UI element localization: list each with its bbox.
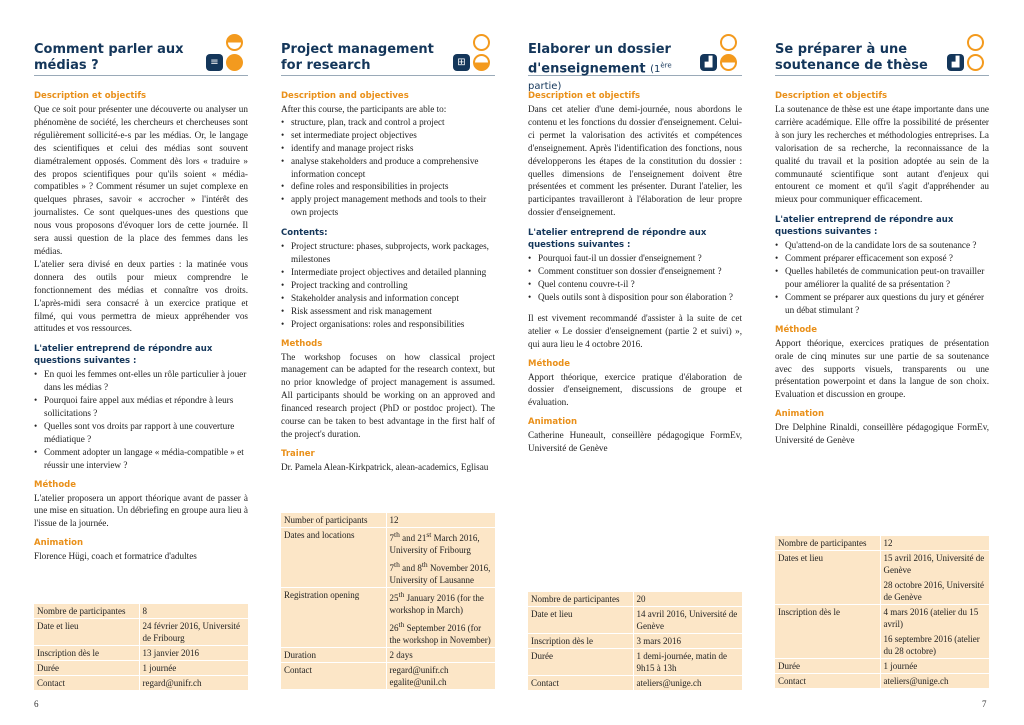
contact-email[interactable]: regard@unifr.ch [389,665,449,675]
list-item: • Pourquoi faire appel aux médias et répondre à leurs sollicitations ? [34,394,248,420]
contact-email[interactable]: ateliers@unige.ch [633,676,742,691]
question-list [775,239,989,316]
staircase-icon: ▟ [700,54,717,71]
empty-circle-icon [720,34,737,51]
list-item: • Intermediate project objectives and detailed planning [281,266,495,279]
subheading: Méthode [34,479,77,490]
list-item: • Comment se préparer aux questions du jury et générer un débat stimulant ? [775,291,989,317]
table-row: Durée 1 demi-journée, matin de 9h15 à 13h [528,649,742,676]
table-row: Dates and locations 7th and 21st March 2016, University of Fribourg 7th and 8th November 2016, University of Lausanne [281,528,495,588]
subheading: Animation [775,409,825,420]
subheading: Description et objectifs [528,91,641,101]
contact-email[interactable]: egalite@unil.ch [389,677,447,687]
list-item: • set intermediate project objectives [281,129,495,142]
staircase-icon: ▟ [947,54,964,71]
subheading: Animation [528,417,578,428]
category-icons [698,34,742,74]
subheading: Méthode [775,324,818,335]
paragraph: Que ce soit pour présenter une découverte ou analyser un phénomène de société, les chercheurs et chercheuses sont régulièrement sollicité-e-s par les médias. Or, le langage des scientifiques et celui des médias sont souvent diamétralement opposés. Comment dès lors « traduire » des propos scientifiques pour qu'ils soient « média-compatibles » ? Comment résumer un sujet complexe en quelques phrases, savoir « accrocher » l'intérêt des journalistes. Ce sont quelques-unes des questions que nous vous proposons d'évoquer lors de cette journée. Il sera aussi question de la place des femmes dans les médias. [34,104,248,256]
subheading: L'atelier entreprend de répondre aux questions suivantes : [34,344,213,367]
list-item: • analyse stakeholders and produce a comprehensive information concept [281,155,495,181]
list-item: • Project structure: phases, subprojects, work packages, milestones [281,240,495,266]
paragraph: Catherine Huneault, conseillère pédagogique FormEv, Université de Genève [528,430,742,454]
table-row: Contact regard@unifr.ch egalite@unil.ch [281,663,495,690]
list-item: • Qu'attend-on de la candidate lors de sa soutenance ? [775,239,989,252]
paragraph: Dr. Pamela Alean-Kirkpatrick, alean-academics, Eglisau [281,461,489,472]
table-row: Durée 1 journée [34,661,248,676]
subheading: Contents: [281,228,328,239]
objective-list [281,116,495,219]
subheading: L'atelier entreprend de répondre aux questions suivantes : [528,228,707,251]
paragraph: L'atelier proposera un apport théorique avant de passer à une mise en situation. Un débriefing en groupe aura lieu à l'issue de la journée. [34,492,248,529]
category-icons [451,34,495,74]
paragraph: Apport théorique, exercices pratiques de présentation orale de cinq minutes sur une partie de sa soutenance avec des supports visuels, transparents ou une présentation powerpoint et dans la langue de son choix. Evaluation et discussion en groupe. [775,337,989,400]
paragraph: Florence Hügi, coach et formatrice d'adultes [34,551,197,562]
subheading: Description et objectifs [34,91,147,101]
list-item: • Project organisations: roles and responsibilities [281,318,495,331]
subheading: Méthode [528,358,571,369]
info-table [775,536,989,689]
table-row: Date et lieu 24 février 2016, Université de Fribourg [34,619,248,646]
subheading: Animation [34,538,84,549]
list-item: • Comment constituer son dossier d'enseignement ? [528,265,742,278]
speech-bubble-icon: ≡ [206,54,223,71]
list-item: • apply project management methods and tools to their own projects [281,193,495,219]
list-item: • Risk assessment and risk management [281,305,495,318]
table-row: Date et lieu 14 avril 2016, Université de Genève [528,607,742,634]
info-table [34,604,248,691]
half-circle-icon [473,54,490,71]
paragraph: L'atelier sera divisé en deux parties : la matinée vous donnera des outils pour mieux comprendre le fonctionnement des médias et connaître vos droits. L'après-midi sera consacré à un exercice pratique et filmé, qui vous permettra de mieux appréhender vos attitudes et vos ressources. [34,258,248,334]
subheading: Trainer [281,448,315,459]
paragraph: After this course, the participants are able to: [281,104,447,114]
table-row: Inscription dès le 3 mars 2016 [528,634,742,649]
question-list [34,368,248,471]
section-title: Comment parler aux médias ? [34,42,184,73]
table-row: Registration opening 25th January 2016 (for the workshop in March) 26th September 2016 (for the workshop in November) [281,588,495,648]
contents-list [281,240,495,330]
section-title: Se préparer à une soutenance de thèse [775,42,928,73]
list-item: • Quelles habiletés de communication peut-on travailler pour améliorer la qualité de sa présentation ? [775,265,989,291]
table-row: Number of participants 12 [281,513,495,528]
list-item: • Quels outils sont à disposition pour son élaboration ? [528,291,742,304]
list-item: • Comment préparer efficacement son exposé ? [775,252,989,265]
table-row: Contact regard@unifr.ch [34,676,248,691]
subheading: Methods [281,338,323,349]
paragraph: Il est vivement recommandé d'assister à la suite de cet atelier « Le dossier d'enseignement (partie 2 et suivi) », qui aura lieu le 4 octobre 2016. [528,312,742,349]
table-row: Nombre de participantes 8 [34,604,248,619]
list-item: • En quoi les femmes ont-elles un rôle particulier à jouer dans les médias ? [34,368,248,394]
paragraph: Apport théorique, exercice pratique d'élaboration de dossier d'enseignement, discussions de groupe et évaluation. [528,371,742,408]
paragraph: The workshop focuses on how classical project management can be adapted for the research context, but no prior knowledge of project management is assumed. All participants should be working on an approved and financed research project (PhD or postdoc project). The course can be taken to best advantage in the first half of the project's duration. [281,351,495,439]
empty-circle-icon [967,54,984,71]
table-row: Durée 1 journée [775,659,989,674]
info-table [281,513,495,690]
page-number-right: 7 [982,699,987,709]
list-item: • define roles and responsibilities in projects [281,180,495,193]
list-item: • Comment adopter un langage « média-compatible » et réussir une interview ? [34,446,248,472]
section-header [775,34,989,76]
paragraph: Dre Delphine Rinaldi, conseillère pédagogique FormEv, Université de Genève [775,422,989,446]
column-thesis-defense [775,34,989,714]
category-icons [945,34,989,74]
column-project-management [281,34,495,714]
subheading: L'atelier entreprend de répondre aux questions suivantes : [775,215,954,238]
info-table [528,592,742,691]
table-row: Contact ateliers@unige.ch [775,674,989,689]
subheading: Description and objectives [281,91,409,101]
table-row: Nombre de participantes 20 [528,592,742,607]
section-header [281,34,495,76]
filled-circle-icon [226,54,243,71]
contact-email[interactable]: ateliers@unige.ch [880,674,989,689]
empty-circle-icon [473,34,490,51]
list-item: • structure, plan, track and control a project [281,116,495,129]
list-item: • Quelles sont vos droits par rapport à une couverture médiatique ? [34,420,248,446]
half-circle-icon [226,34,243,51]
subheading: Description et objectifs [775,91,888,101]
list-item: • Project tracking and controlling [281,279,495,292]
list-item: • Quel contenu couvre-t-il ? [528,278,742,291]
paragraph: La soutenance de thèse est une étape importante dans une carrière académique. Elle offre la possibilité de présenter à son jury les recherches et méthodologies entreprises. La valorisation de sa recherche, la reconnaissance de la qualité du travail et la position adoptée au sein de la communauté scientifique sont autant d'enjeux qui entourent ce moment et qu'il s'agit d'appréhender au mieux pour communiquer efficacement. [775,104,989,205]
half-circle-icon [720,54,737,71]
contact-email[interactable]: regard@unifr.ch [139,676,248,691]
table-row: Dates et lieu 15 avril 2016, Université de Genève 28 octobre 2016, Université de Genève [775,551,989,605]
paragraph: Dans cet atelier d'une demi-journée, nous abordons le contenu et les fonctions du dossier d'enseignement. Celui-ci permet la valorisation des activités et compétences d'enseignement. Après l'identification des fonctions, nous développerons les étapes de la constitution du dossier : quelles dimensions de l'enseignement doivent être présentées et comment les présenter. Durant l'atelier, les participantes travailleront à l'élaboration de leur propre dossier d'enseignement. [528,104,742,218]
empty-circle-icon [967,34,984,51]
table-row: Nombre de participantes 12 [775,536,989,551]
column-teaching-dossier [528,34,742,714]
table-row: Duration 2 days [281,648,495,663]
section-header [34,34,248,76]
question-list [528,252,742,304]
section-title: Elaborer un dossier d'enseignement (1ère partie) [528,42,672,93]
column-media [34,34,248,714]
page-number-left: 6 [34,699,39,709]
section-title: Project management for research [281,42,434,73]
category-icons [204,34,248,74]
table-row: Inscription dès le 13 janvier 2016 [34,646,248,661]
table-row: Inscription dès le 4 mars 2016 (atelier du 15 avril) 16 septembre 2016 (atelier du 28 octobre) [775,605,989,659]
list-item: • Pourquoi faut-il un dossier d'enseignement ? [528,252,742,265]
list-item: • Stakeholder analysis and information concept [281,292,495,305]
list-item: • identify and manage project risks [281,142,495,155]
table-row: Contact ateliers@unige.ch [528,676,742,691]
org-chart-icon: ⊞ [453,54,470,71]
section-header [528,34,742,93]
